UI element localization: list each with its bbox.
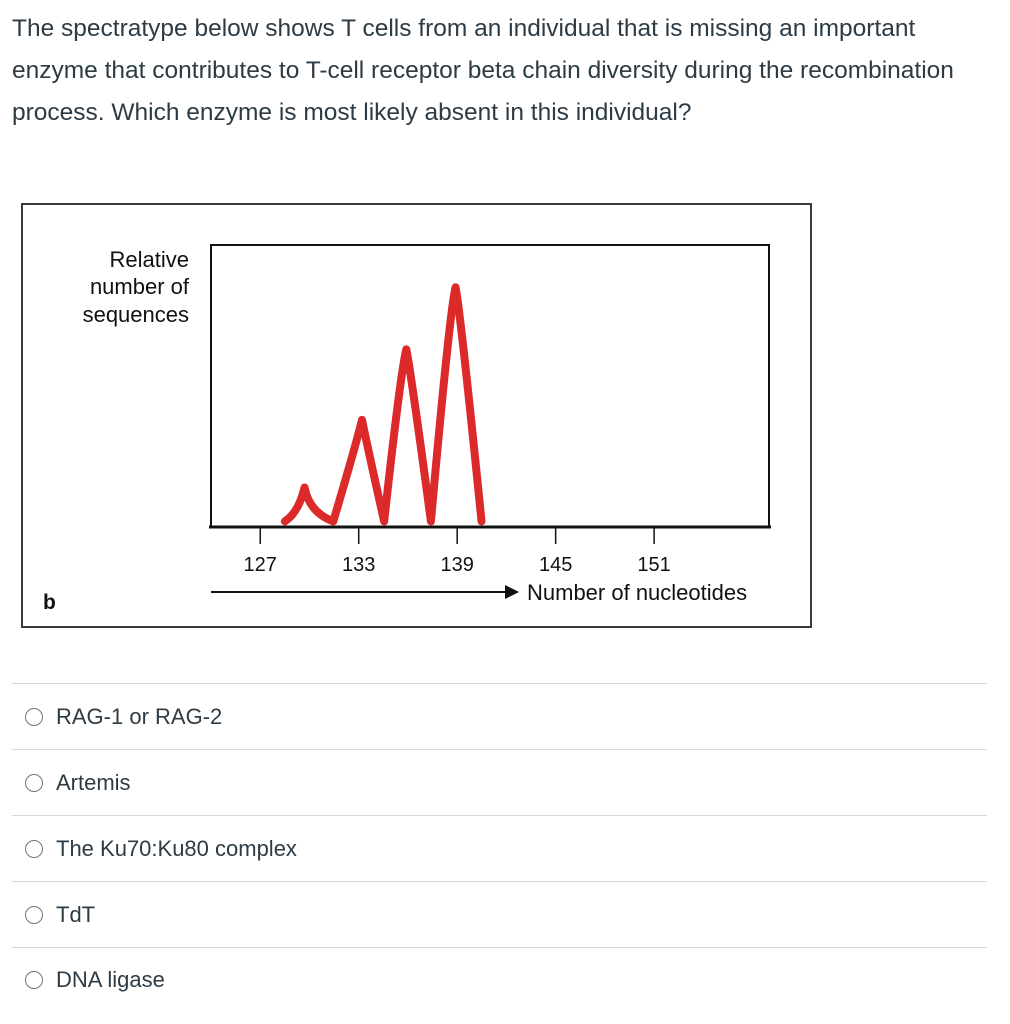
answer-label: The Ku70:Ku80 complex bbox=[56, 835, 297, 861]
y-axis-label-line-1: Relative bbox=[109, 247, 189, 272]
answer-label: DNA ligase bbox=[56, 967, 165, 992]
radio-button[interactable] bbox=[25, 906, 43, 924]
radio-button[interactable] bbox=[25, 708, 43, 726]
spectratype-chart bbox=[23, 205, 814, 630]
answer-label: RAG-1 or RAG-2 bbox=[56, 703, 223, 729]
x-tick-label-133: 133 bbox=[342, 554, 376, 576]
y-axis-label-line-2: number of bbox=[89, 274, 189, 299]
radio-button[interactable] bbox=[25, 774, 43, 792]
panel-label: b bbox=[43, 591, 56, 614]
answer-label: TdT bbox=[56, 901, 96, 927]
y-axis-label-line-3: sequences bbox=[82, 302, 189, 327]
x-tick-label-151: 151 bbox=[637, 554, 671, 576]
answer-option-ku70-ku80[interactable] bbox=[12, 815, 987, 881]
x-tick-label-139: 139 bbox=[440, 554, 474, 576]
x-axis-arrowhead-icon bbox=[505, 585, 519, 599]
question-text: The spectratype below shows T cells from an individual that is missing an important enzyme that contributes to T-cell receptor beta chain diversity during the recombination process. Which enzyme is most likely absent in this individual? bbox=[12, 15, 954, 126]
answer-option-rag[interactable] bbox=[12, 683, 987, 749]
x-axis-ticks bbox=[260, 527, 654, 544]
radio-button[interactable] bbox=[25, 840, 43, 858]
spectratype-figure bbox=[21, 203, 812, 628]
answer-option-tdt[interactable] bbox=[12, 881, 987, 947]
x-axis-tick-labels bbox=[244, 554, 671, 576]
x-tick-label-145: 145 bbox=[538, 554, 573, 576]
radio-button[interactable] bbox=[25, 971, 43, 989]
answer-option-artemis[interactable] bbox=[12, 749, 987, 815]
x-axis-label: Number of nucleotides bbox=[527, 580, 748, 605]
answer-label: Artemis bbox=[56, 769, 131, 795]
plot-frame bbox=[211, 245, 769, 527]
answer-option-dna-ligase[interactable] bbox=[12, 947, 987, 1013]
spectratype-peaks-line bbox=[285, 287, 482, 521]
x-tick-label-127: 127 bbox=[243, 554, 277, 576]
answer-list bbox=[12, 683, 987, 1013]
